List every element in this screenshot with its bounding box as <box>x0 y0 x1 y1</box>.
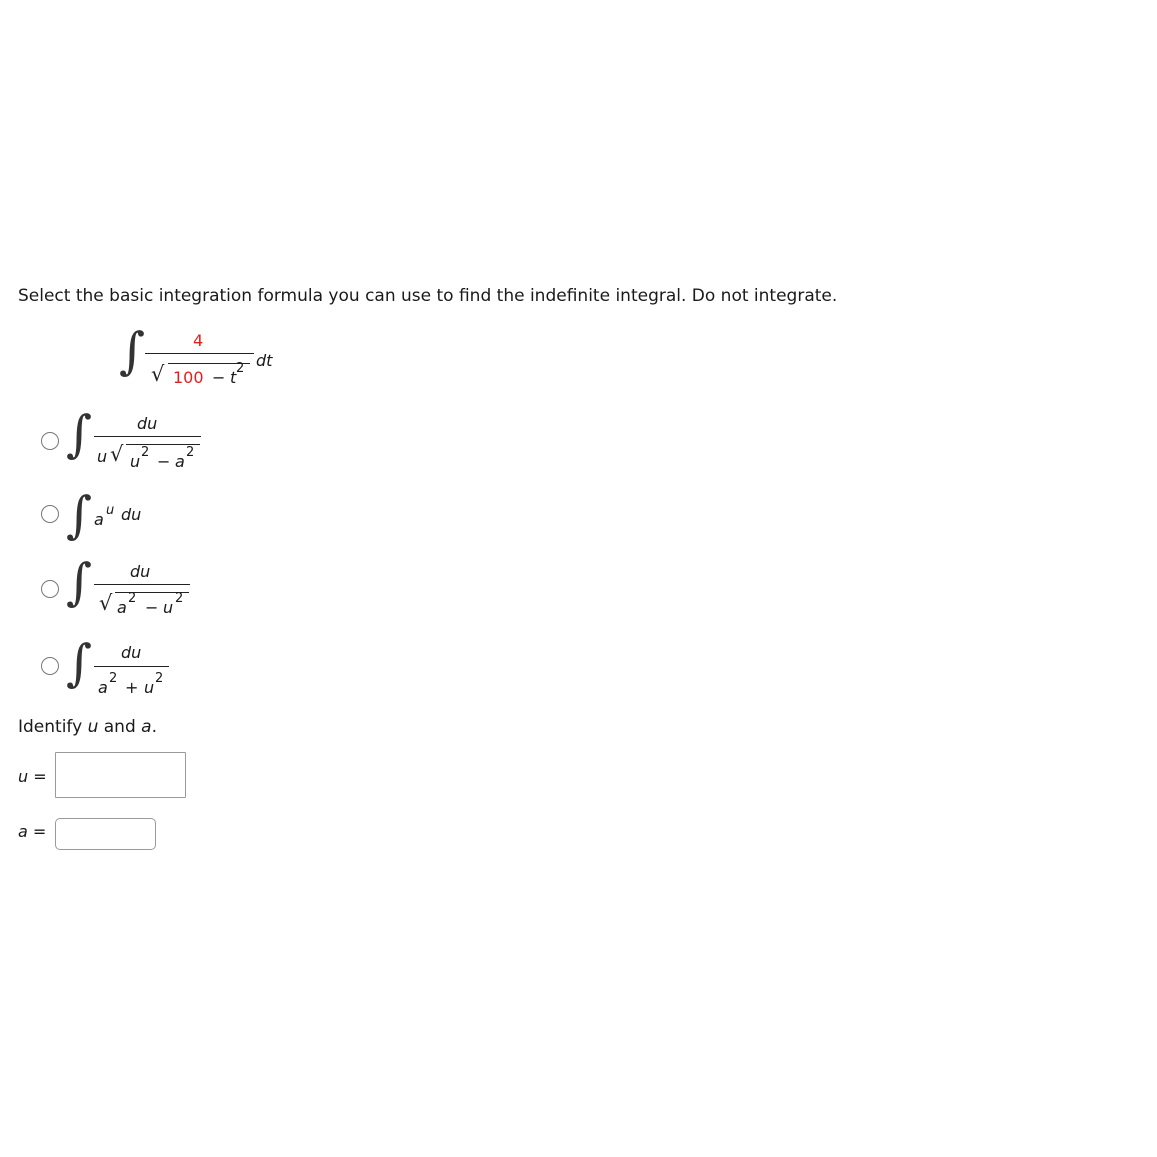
option-3-term1: a <box>117 598 127 617</box>
sqrt-sign: √ <box>99 591 113 615</box>
identify-prompt <box>18 717 157 737</box>
option-4-exp1: 2 <box>109 671 118 686</box>
option-1-exp2: 2 <box>186 445 195 460</box>
given-radicand-constant: 100 <box>173 368 204 387</box>
option-1-fraction-bar <box>94 436 201 437</box>
option-2-differential: du <box>121 505 142 524</box>
option-1-exp1: 2 <box>141 445 150 460</box>
option-1-outer-factor: u <box>97 447 108 466</box>
identify-prefix: Identify <box>18 717 88 737</box>
u-input[interactable] <box>55 752 186 798</box>
option-1-numerator: du <box>137 414 158 433</box>
option-3-exp2: 2 <box>175 591 184 606</box>
option-4-term1: a <box>98 678 108 697</box>
sqrt-sign: √ <box>151 362 165 386</box>
given-minus: − <box>212 368 226 387</box>
integral-sign: ∫ <box>66 553 93 611</box>
option-3-fraction-bar <box>94 584 190 585</box>
given-differential: dt <box>256 351 273 370</box>
given-fraction-bar <box>145 353 254 354</box>
a-label: a = <box>18 822 47 841</box>
option-4-term2: u <box>144 678 155 697</box>
option-3-term2: u <box>163 598 174 617</box>
given-numerator: 4 <box>193 331 204 350</box>
integral-sign: ∫ <box>119 322 146 380</box>
option-1-term2: a <box>175 452 185 471</box>
option-4-numerator: du <box>121 643 142 662</box>
a-input[interactable] <box>55 818 156 850</box>
identify-var-a: a <box>141 717 152 737</box>
option-1-term1: u <box>130 452 141 471</box>
option-3-radio[interactable] <box>41 580 59 598</box>
question-text: Select the basic integration formula you can use to find the indefinite integral. Do not integrate. <box>18 286 838 306</box>
identify-middle: and <box>98 717 142 737</box>
identify-suffix: . <box>151 717 157 737</box>
option-3-exp1: 2 <box>128 591 137 606</box>
option-1-radio[interactable] <box>41 432 59 450</box>
option-4-fraction-bar <box>94 666 169 667</box>
option-2-exponent: u <box>106 503 115 518</box>
identify-var-u: u <box>87 717 99 737</box>
sqrt-sign: √ <box>110 442 124 466</box>
option-4-operator: + <box>125 678 139 697</box>
option-2-base: a <box>94 510 104 529</box>
option-2-radio[interactable] <box>41 505 59 523</box>
integral-sign: ∫ <box>66 634 93 692</box>
option-3-numerator: du <box>130 562 151 581</box>
option-4-exp2: 2 <box>155 671 164 686</box>
option-1-operator: − <box>157 452 171 471</box>
option-3-operator: − <box>145 598 159 617</box>
u-label: u = <box>18 767 47 786</box>
given-exponent: 2 <box>236 361 245 376</box>
given-variable: t <box>230 368 237 387</box>
option-4-radio[interactable] <box>41 657 59 675</box>
integral-sign: ∫ <box>66 405 93 463</box>
integral-sign: ∫ <box>66 486 93 544</box>
